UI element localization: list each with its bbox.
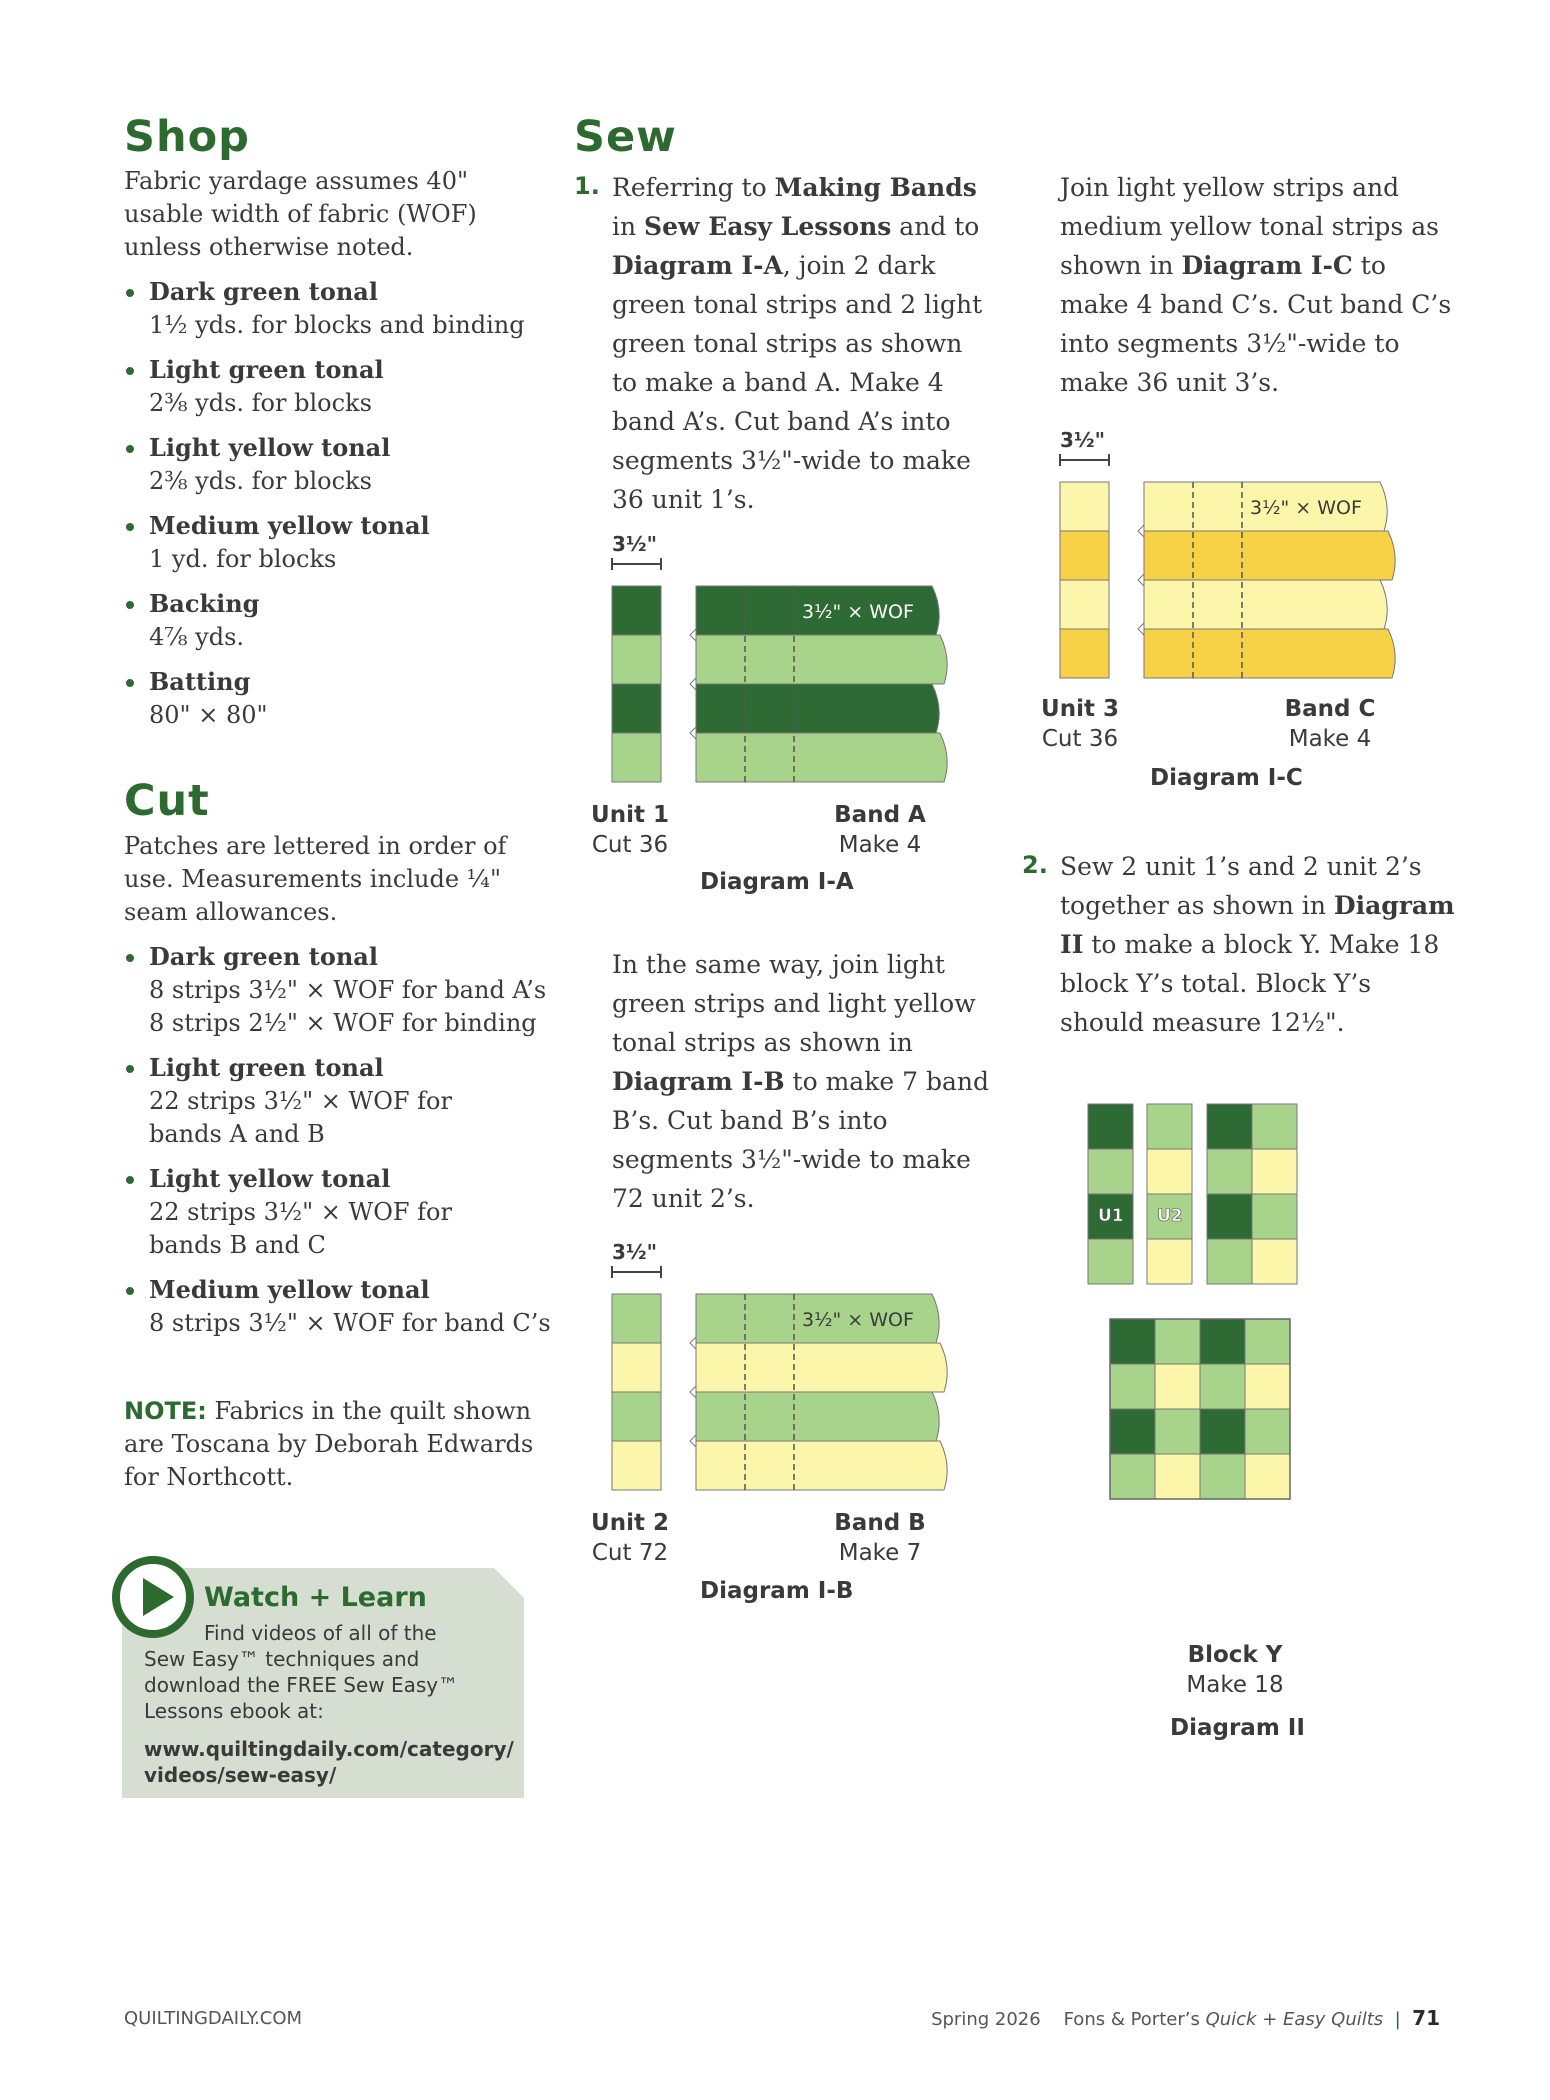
block-square bbox=[1207, 1194, 1252, 1239]
watch-learn-line: Lessons ebook at: bbox=[144, 1699, 324, 1723]
shop-intro: Fabric yardage assumes 40" usable width of fabric (WOF) unless otherwise noted. bbox=[124, 167, 477, 261]
diagram-i-a-caption: Diagram I-A bbox=[700, 869, 854, 895]
band-strip bbox=[1144, 629, 1395, 678]
item-desc: 2⅜ yds. for blocks bbox=[149, 389, 372, 417]
unit-square bbox=[612, 684, 661, 733]
list-item bbox=[124, 1051, 554, 1151]
step-b-text: In the same way, join light green strips and light yellow tonal strips as shown in Diagram I-B to make 7 band B’s. Cut band B’s into segments 3½"-wide to make 72 unit 2’s. bbox=[612, 950, 989, 1213]
seam-arrow bbox=[690, 678, 696, 690]
block-square bbox=[1155, 1364, 1200, 1409]
note bbox=[124, 1395, 544, 1494]
band-strip bbox=[696, 1343, 947, 1392]
block-square bbox=[1110, 1454, 1155, 1499]
list-item bbox=[124, 665, 554, 732]
band-c-label: Band C Make 4 bbox=[1284, 696, 1376, 752]
page-number: 71 bbox=[1412, 2006, 1440, 2030]
step-number: 1. bbox=[574, 172, 600, 200]
item-name: Backing bbox=[149, 589, 260, 618]
seam-arrow bbox=[1138, 525, 1144, 537]
bullet-icon bbox=[126, 1287, 134, 1295]
item-desc: 80" × 80" bbox=[149, 701, 268, 729]
block-square bbox=[1207, 1239, 1252, 1284]
item-name: Light green tonal bbox=[149, 355, 384, 384]
diagram-ii bbox=[1080, 1094, 1370, 1634]
block-square bbox=[1245, 1319, 1290, 1364]
u2-label: U2 bbox=[1157, 1206, 1183, 1226]
step-1-text: Referring to Making Bands in Sew Easy Lessons and to Diagram I-A, join 2 dark green tonal strips and 2 light green tonal strips as shown to make a band A. Make 4 band A’s. Cut band A’s into segments 3½"-wide to make 36 unit 1’s. bbox=[612, 173, 983, 514]
item-name: Dark green tonal bbox=[149, 942, 378, 971]
step-2-text: Sew 2 unit 1’s and 2 unit 2’s together as shown in Diagram II to make a block Y. Make 18 block Y’s total. Block Y’s should measure 12½". bbox=[1060, 852, 1455, 1037]
block-square bbox=[1155, 1409, 1200, 1454]
list-item bbox=[124, 275, 554, 342]
block-square bbox=[1200, 1319, 1245, 1364]
watch-learn-line: Sew Easy™ techniques and bbox=[144, 1647, 420, 1671]
band-strip bbox=[696, 1392, 939, 1441]
u1-label: U1 bbox=[1098, 1206, 1124, 1226]
note-text: Fabrics in the quilt shown are Toscana by Deborah Edwards for Northcott. bbox=[124, 1397, 534, 1491]
item-line: 22 strips 3½" × WOF for bbox=[149, 1087, 452, 1115]
block-square bbox=[1088, 1104, 1133, 1149]
seam-arrow bbox=[1138, 623, 1144, 635]
item-name: Batting bbox=[149, 667, 251, 696]
item-line: bands A and B bbox=[149, 1120, 325, 1148]
block-square bbox=[1110, 1319, 1155, 1364]
dimension-label: 3½" bbox=[612, 1240, 658, 1264]
unit-square bbox=[612, 1392, 661, 1441]
list-item bbox=[124, 587, 554, 654]
band-strip bbox=[1144, 580, 1387, 629]
sew-heading: Sew bbox=[574, 112, 677, 162]
item-name: Light green tonal bbox=[149, 1053, 384, 1082]
unit-square bbox=[612, 1441, 661, 1490]
diagram-i-c-caption: Diagram I-C bbox=[1150, 765, 1303, 791]
bullet-icon bbox=[126, 679, 134, 687]
url-line[interactable]: videos/sew-easy/ bbox=[144, 1763, 337, 1787]
unit-square bbox=[1060, 482, 1109, 531]
unit-1-label: Unit 1 Cut 36 bbox=[591, 802, 669, 858]
item-desc: 2⅜ yds. for blocks bbox=[149, 467, 372, 495]
seam-arrow bbox=[690, 1337, 696, 1349]
unit-square bbox=[1060, 531, 1109, 580]
block-square bbox=[1088, 1239, 1133, 1284]
bullet-icon bbox=[126, 367, 134, 375]
cut-heading: Cut bbox=[124, 776, 210, 826]
unit-square bbox=[612, 1294, 661, 1343]
seam-arrow bbox=[690, 727, 696, 739]
block-square bbox=[1245, 1364, 1290, 1409]
band-b-label: Band B Make 7 bbox=[834, 1510, 926, 1566]
footer-issue bbox=[931, 2006, 1440, 2030]
block-square bbox=[1245, 1454, 1290, 1499]
divider: | bbox=[1394, 2009, 1401, 2030]
block-square bbox=[1200, 1364, 1245, 1409]
item-line: 8 strips 3½" × WOF for band A’s bbox=[149, 976, 547, 1004]
watch-learn-line: Find videos of all of the bbox=[204, 1621, 437, 1645]
item-name: Dark green tonal bbox=[149, 277, 378, 306]
block-square bbox=[1110, 1364, 1155, 1409]
item-line: bands B and C bbox=[149, 1231, 326, 1259]
band-strip bbox=[696, 684, 939, 733]
dimension-label: 3½" bbox=[612, 532, 658, 556]
block-square bbox=[1245, 1409, 1290, 1454]
watch-learn-body bbox=[144, 1646, 504, 1724]
block-square bbox=[1155, 1454, 1200, 1499]
item-line: 22 strips 3½" × WOF for bbox=[149, 1198, 452, 1226]
block-square bbox=[1252, 1149, 1297, 1194]
block-square bbox=[1088, 1149, 1133, 1194]
item-name: Light yellow tonal bbox=[149, 433, 391, 462]
unit-square bbox=[612, 635, 661, 684]
step-number: 2. bbox=[1022, 851, 1048, 879]
item-name: Medium yellow tonal bbox=[149, 1275, 430, 1304]
seam-arrow bbox=[690, 629, 696, 641]
unit-square bbox=[1060, 629, 1109, 678]
band-strip bbox=[1144, 531, 1395, 580]
bullet-icon bbox=[126, 1065, 134, 1073]
list-item bbox=[124, 509, 554, 576]
bullet-icon bbox=[126, 289, 134, 297]
unit-2-label: Unit 2 Cut 72 bbox=[591, 1510, 669, 1566]
bullet-icon bbox=[126, 601, 134, 609]
wof-label: 3½" × WOF bbox=[1250, 497, 1362, 519]
block-square bbox=[1110, 1409, 1155, 1454]
shop-heading: Shop bbox=[124, 112, 250, 162]
list-item bbox=[124, 1162, 554, 1262]
band-strip bbox=[696, 635, 947, 684]
diagram-i-b bbox=[600, 1264, 960, 1504]
block-square bbox=[1200, 1409, 1245, 1454]
seam-arrow bbox=[690, 1435, 696, 1447]
unit-3-label: Unit 3 Cut 36 bbox=[1041, 696, 1119, 752]
issue-date: Spring 2026 bbox=[931, 2009, 1041, 2030]
block-square bbox=[1252, 1104, 1297, 1149]
unit-square bbox=[1060, 580, 1109, 629]
block-square bbox=[1207, 1104, 1252, 1149]
play-icon[interactable] bbox=[112, 1556, 194, 1638]
diagram-i-a bbox=[600, 556, 960, 796]
block-square bbox=[1147, 1239, 1192, 1284]
bullet-icon bbox=[126, 445, 134, 453]
block-square bbox=[1200, 1454, 1245, 1499]
item-name: Light yellow tonal bbox=[149, 1164, 391, 1193]
unit-square bbox=[612, 586, 661, 635]
block-square bbox=[1147, 1104, 1192, 1149]
band-a-label: Band A Make 4 bbox=[834, 802, 926, 858]
wof-label: 3½" × WOF bbox=[802, 601, 914, 623]
list-item bbox=[124, 353, 554, 420]
step-c-text: Join light yellow strips and medium yellow tonal strips as shown in Diagram I-C to make 4 band C’s. Cut band C’s into segments 3½"-wide to make 36 unit 3’s. bbox=[1060, 173, 1452, 397]
footer-site: QUILTINGDAILY.COM bbox=[124, 2008, 303, 2029]
magazine-name: Fons & Porter’s bbox=[1063, 2009, 1206, 2030]
url-line[interactable]: www.quiltingdaily.com/category/ bbox=[144, 1737, 514, 1761]
watch-learn-url[interactable] bbox=[144, 1736, 514, 1788]
bullet-icon bbox=[126, 954, 134, 962]
seam-arrow bbox=[690, 1386, 696, 1398]
magazine-name-italic: Quick + Easy Quilts bbox=[1205, 2009, 1384, 2030]
item-desc: 1 yd. for blocks bbox=[149, 545, 337, 573]
block-y-label: Block Y Make 18 bbox=[1186, 1642, 1284, 1698]
watch-learn-line: download the FREE Sew Easy™ bbox=[144, 1673, 459, 1697]
note-label: NOTE: bbox=[124, 1397, 207, 1425]
block-square bbox=[1147, 1149, 1192, 1194]
diagram-i-b-caption: Diagram I-B bbox=[700, 1578, 854, 1604]
diagram-i-c bbox=[1048, 452, 1408, 692]
dimension-label: 3½" bbox=[1060, 428, 1106, 452]
item-name: Medium yellow tonal bbox=[149, 511, 430, 540]
watch-learn-title: Watch + Learn bbox=[204, 1582, 427, 1613]
item-line: 8 strips 3½" × WOF for band C’s bbox=[149, 1309, 551, 1337]
list-item bbox=[124, 1273, 554, 1340]
band-strip bbox=[696, 1441, 947, 1490]
unit-square bbox=[612, 733, 661, 782]
cut-intro: Patches are lettered in order of use. Measurements include ¼" seam allowances. bbox=[124, 832, 507, 926]
band-strip bbox=[696, 733, 947, 782]
list-item bbox=[124, 940, 554, 1040]
diagram-ii-caption: Diagram II bbox=[1170, 1715, 1305, 1741]
shop-list bbox=[124, 275, 554, 743]
bullet-icon bbox=[126, 1176, 134, 1184]
seam-arrow bbox=[1138, 574, 1144, 586]
wof-label: 3½" × WOF bbox=[802, 1309, 914, 1331]
list-item bbox=[124, 431, 554, 498]
item-desc: 1½ yds. for blocks and binding bbox=[149, 311, 525, 339]
item-desc: 4⅞ yds. bbox=[149, 623, 245, 651]
item-line: 8 strips 2½" × WOF for binding bbox=[149, 1009, 537, 1037]
bullet-icon bbox=[126, 523, 134, 531]
block-square bbox=[1155, 1319, 1200, 1364]
block-square bbox=[1252, 1194, 1297, 1239]
block-square bbox=[1207, 1149, 1252, 1194]
cut-list bbox=[124, 940, 554, 1351]
unit-square bbox=[612, 1343, 661, 1392]
block-square bbox=[1252, 1239, 1297, 1284]
